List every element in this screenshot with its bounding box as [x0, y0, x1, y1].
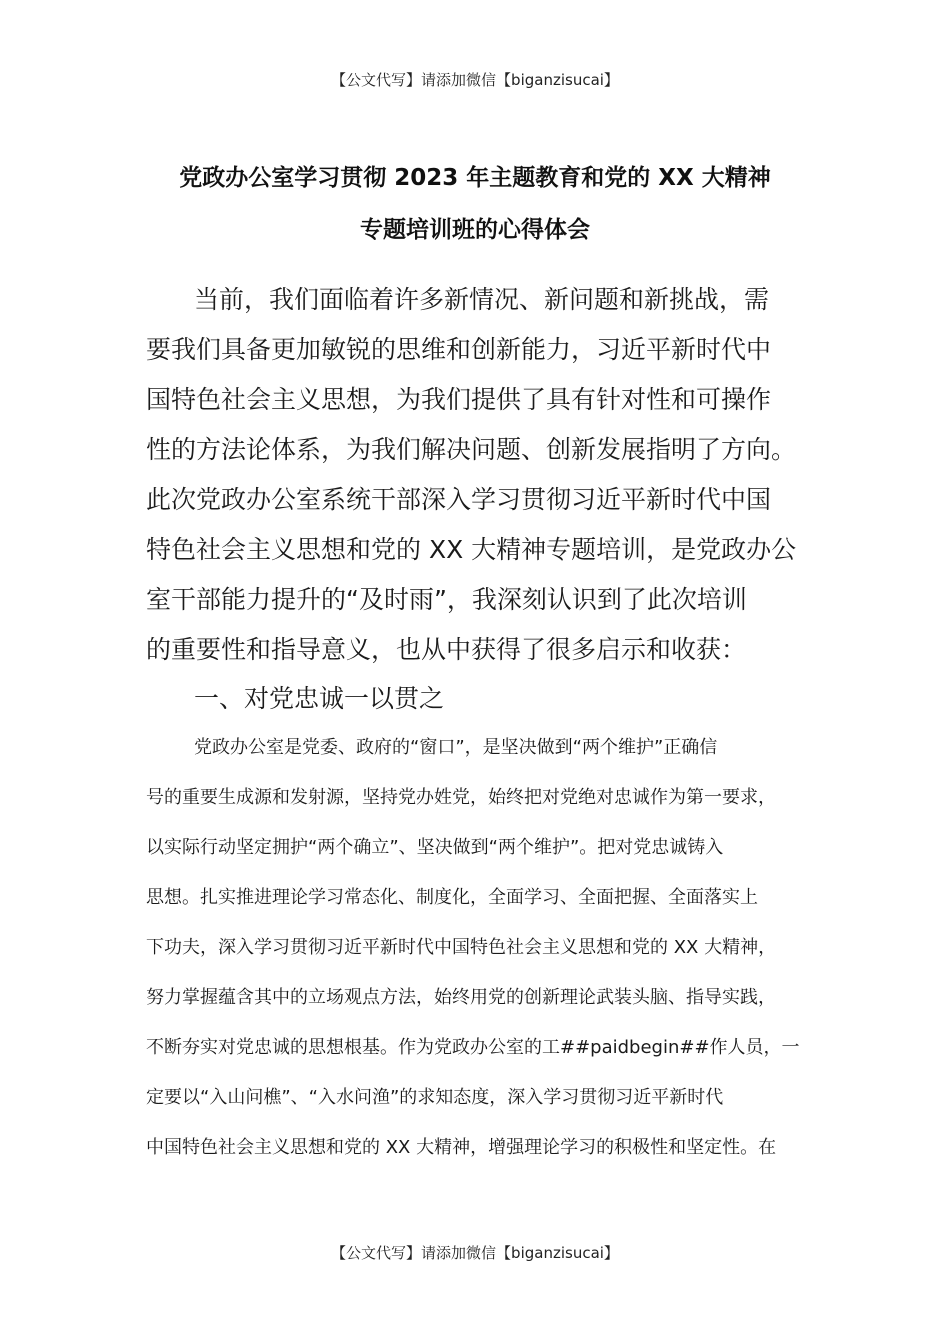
intro-line: 要我们具备更加敏锐的思维和创新能力，习近平新时代中 [146, 335, 772, 364]
intro-line: 特色社会主义思想和党的 XX 大精神专题培训，是党政办公 [146, 535, 797, 564]
intro-line: 国特色社会主义思想，为我们提供了具有针对性和可操作 [146, 385, 772, 414]
body-line: 号的重要生成源和发射源，坚持党办姓党，始终把对党绝对忠诚作为第一要求， [146, 787, 776, 808]
intro-line: 此次党政办公室系统干部深入学习贯彻习近平新时代中国 [146, 485, 772, 514]
title-line-2: 专题培训班的心得体会 [360, 217, 590, 243]
footer-note: 【公文代写】请添加微信【biganzisucai】 [331, 1244, 619, 1262]
body-line: 中国特色社会主义思想和党的 XX 大精神，增强理论学习的积极性和坚定性。在 [146, 1137, 777, 1158]
intro-line: 的重要性和指导意义，也从中获得了很多启示和收获： [146, 635, 747, 664]
body-line: 党政办公室是党委、政府的“窗口”，是坚决做到“两个维护”正确信 [194, 737, 718, 758]
body-line: 以实际行动坚定拥护“两个确立”、坚决做到“两个维护”。把对党忠诚铸入 [146, 837, 724, 858]
body-line: 不断夯实对党忠诚的思想根基。作为党政办公室的工##paidbegin##作人员，一 [146, 1037, 800, 1058]
document-title [120, 152, 830, 256]
intro-line: 性的方法论体系，为我们解决问题、创新发展指明了方向。 [146, 435, 797, 464]
body-line: 努力掌握蕴含其中的立场观点方法，始终用党的创新理论武装头脑、指导实践， [146, 987, 776, 1008]
intro-line: 当前，我们面临着许多新情况、新问题和新挑战，需 [194, 285, 770, 314]
body-line: 定要以“入山问樵”、“入水问渔”的求知态度，深入学习贯彻习近平新时代 [146, 1087, 724, 1108]
header-note: 【公文代写】请添加微信【biganzisucai】 [331, 71, 619, 89]
title-line-1: 党政办公室学习贯彻 2023 年主题教育和党的 XX 大精神 [179, 165, 771, 191]
body-line: 下功夫，深入学习贯彻习近平新时代中国特色社会主义思想和党的 XX 大精神， [146, 937, 777, 958]
body-line: 思想。扎实推进理论学习常态化、制度化，全面学习、全面把握、全面落实上 [146, 887, 758, 908]
intro-line: 室干部能力提升的“及时雨”，我深刻认识到了此次培训 [146, 585, 747, 614]
section-heading: 一、对党忠诚一以贯之 [194, 684, 445, 713]
body-paragraph [146, 723, 810, 1173]
intro-paragraph [146, 275, 810, 675]
